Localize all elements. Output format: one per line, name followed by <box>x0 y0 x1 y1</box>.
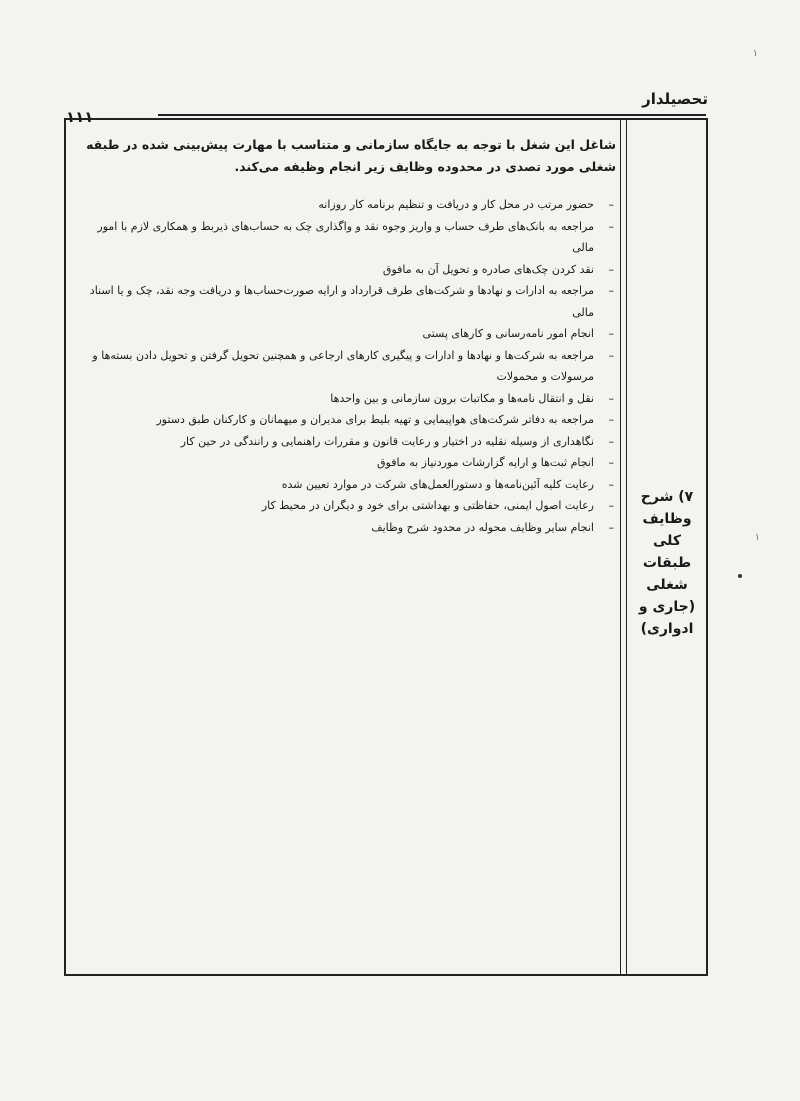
margin-mark: ۱ <box>752 48 758 59</box>
duty-text: انجام ثبت‌ها و ارایه گزارشات موردنیاز به مافوق <box>377 456 594 469</box>
dash-marker: – <box>608 284 614 297</box>
margin-dot <box>738 574 742 578</box>
duties-list <box>76 194 616 538</box>
duty-text: حضور مرتب در محل کار و دریافت و تنظیم برنامه کار روزانه <box>318 198 594 211</box>
section-label: ۷) شرح وظایف کلی طبقات شغلی (جاری و ادواری) <box>638 489 696 637</box>
duty-text: رعایت کلیه آئین‌نامه‌ها و دستورالعمل‌های شرکت در موارد تعیین شده <box>281 477 594 491</box>
duties-table <box>64 118 708 976</box>
duty-item <box>76 216 616 259</box>
duty-item <box>76 323 616 345</box>
duty-text: نگاهداری از وسیله نقلیه در اختیار و رعایت قانون و مقررات راهنمایی و رانندگی در حین کار <box>180 434 594 448</box>
duty-text: رعایت اصول ایمنی، حفاظتی و بهداشتی برای خود و دیگران در محیط کار <box>261 499 594 512</box>
duty-item <box>76 474 616 496</box>
duty-text: انجام سایر وظایف محوله در محدود شرح وظایف <box>371 520 594 534</box>
duty-item <box>76 452 616 474</box>
dash-marker: – <box>608 499 614 512</box>
intro-paragraph: شاغل این شغل با توجه به جایگاه سازمانی و متناسب با مهارت پیش‌بینی شده در طبقه شغلی مورد تصدی در محدوده وظایف زیر انجام وظیفه می‌کند. <box>86 137 616 174</box>
duty-text: مراجعه به دفاتر شرکت‌های هواپیمایی و تهیه بلیط برای مدیران و میهمانان و کارکنان طبق دستور <box>156 413 594 426</box>
header-rule <box>158 114 706 116</box>
duty-item <box>76 345 616 388</box>
dash-marker: – <box>608 413 614 426</box>
dash-marker: – <box>608 262 614 276</box>
content-cell <box>76 134 616 538</box>
duty-item <box>76 259 616 281</box>
duty-item <box>76 517 616 539</box>
dash-marker: – <box>608 198 614 211</box>
column-divider <box>626 120 627 974</box>
duty-item <box>76 431 616 453</box>
duty-text: مراجعه به بانک‌های طرف حساب و واریز وجوه نقد و واگذاری چک به حساب‌های ذیربط و همکاری لازم با امور مالی <box>97 219 594 254</box>
duty-text: مراجعه به شرکت‌ها و نهادها و ادارات و پیگیری کارهای ارجاعی و همچنین تحویل گرفتن و تحویل دادن بسته‌ها و مرسولات و محمولات <box>92 348 594 383</box>
duty-text: مراجعه به ادارات و نهادها و شرکت‌های طرف قرارداد و ارایه صورت‌حساب‌ها و دریافت وجه نقد، چک و یا اسناد مالی <box>89 284 594 319</box>
page-number: ۱۱۱ <box>66 108 94 126</box>
margin-mark: ۱ <box>754 532 760 543</box>
duty-item <box>76 495 616 517</box>
duty-item <box>76 409 616 431</box>
dash-marker: – <box>608 520 614 534</box>
duty-text: انجام امور نامه‌رسانی و کارهای پستی <box>422 327 594 340</box>
dash-marker: – <box>608 219 614 233</box>
dash-marker: – <box>608 434 614 448</box>
duty-text: نقل و انتقال نامه‌ها و مکاتبات برون سازمانی و بین واحدها <box>330 391 594 405</box>
dash-marker: – <box>608 391 614 405</box>
dash-marker: – <box>608 348 614 362</box>
dash-marker: – <box>608 456 614 469</box>
duty-item <box>76 194 616 216</box>
dash-marker: – <box>608 477 614 491</box>
duty-item <box>76 388 616 410</box>
dash-marker: – <box>608 327 614 340</box>
page-title: تحصیلدار <box>642 90 708 108</box>
duty-item <box>76 280 616 323</box>
duty-text: نقد کردن چک‌های صادره و تحویل آن به مافوق <box>382 262 594 276</box>
column-divider <box>620 120 621 974</box>
